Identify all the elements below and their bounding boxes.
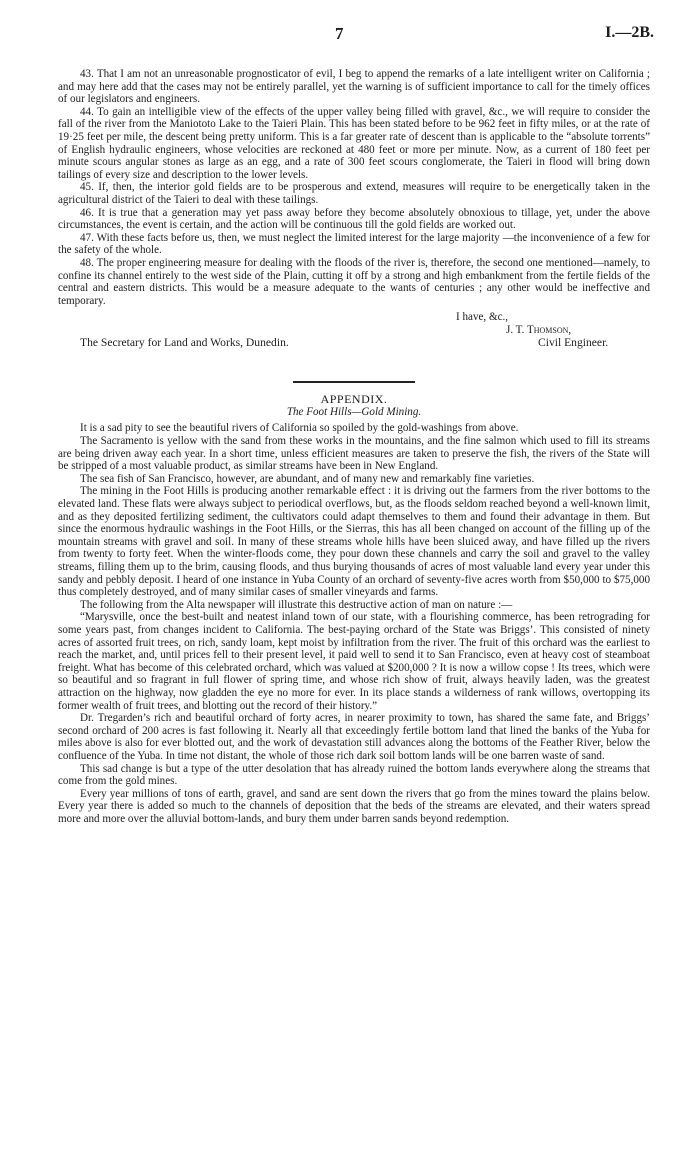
page-body [58, 68, 650, 825]
appendix-title: APPENDIX. [320, 392, 388, 407]
paragraph-46: 46. It is true that a generation may yet pass away before they become absolutely obnoxious to tillage, yet, under the above circumstances, the event is certain, and the action will be continuous till the gold fields are worked out. [58, 206, 650, 232]
appendix-subtitle: The Foot Hills—Gold Mining. [286, 405, 422, 418]
report-section [58, 68, 650, 307]
signer-title: Civil Engineer. [538, 336, 609, 350]
addressee: The Secretary for Land and Works, Dunedin. [80, 336, 289, 350]
section-divider [293, 381, 415, 383]
appendix-quotation: “Marysville, once the best-built and neatest inland town of our state, with a flourishing commerce, has been retrograding for some years past, from changes incident to California. The best-paying orchard of the State was Briggs’. This consisted of ninety acres of assorted fruit trees, on rich, sandy loam, kept moist by infiltration from the river. The fruit of this orchard was the earliest to reach the market, and, until prices fell to their present level, it paid well to send it to San Francisco, even at heavy cost of steamboat freight. What has become of this celebrated orchard, which was valued at $200,000 ? It is now a willow copse ! Its trees, which were so beautiful and so fragrant in full flower of spring time, and whose rich show of fruit, always heavily laden, was the greatest attraction on the highway, now gladden the eye no more for ever. In its place stands a wilderness of rank willows, overtopping its former wealth of fruit trees, and blotting out the record of their history.” [58, 611, 650, 712]
signer-name: J. T. Thomson, [506, 324, 572, 337]
appendix-paragraph: The Sacramento is yellow with the sand from these works in the mountains, and the fine salmon which used to fill its streams are being driven away each year. In a short time, unless efficient measures are taken to preserve the fish, the rivers of the State will be stripped of a most valuable product, as similar streams have been in New England. [58, 435, 650, 473]
paragraph-43: 43. That I am not an unreasonable prognosticator of evil, I beg to append the remarks of a late intelligent writer on California ; and may here add that the cases may not be entirely parallel, yet the warning is of sufficient importance to call for the timely offices of our legislators and engineers. [58, 68, 650, 106]
appendix-paragraph: It is a sad pity to see the beautiful rivers of California so spoiled by the gold-washings from above. [80, 422, 519, 435]
appendix-paragraph: The sea fish of San Francisco, however, are abundant, and of many new and remarkably fine varieties. [80, 472, 535, 485]
paragraph-47: 47. With these facts before us, then, we must neglect the limited interest for the large majority —the inconvenience of a few for the safety of the whole. [58, 231, 650, 257]
paragraph-45: 45. If, then, the interior gold fields are to be prosperous and extend, measures will require to be energetically taken in the agricultural district of the Taieri to deal with these tailings. [58, 181, 650, 206]
appendix-paragraph: Every year millions of tons of earth, gravel, and sand are sent down the rivers that go from the mines toward the plains below. Every year there is added so much to the channels of deposition that the beds of the streams are elevated, and their waters spread more and more over the alluvial bottom-lands, and bury them under barren sands beyond redemption. [58, 787, 650, 825]
paragraph-48: 48. The proper engineering measure for dealing with the floods of the river is, therefore, the second one mentioned—namely, to confine its channel entirely to the west side of the Plain, cutting it off by a strong and high embankment from the fertile fields of the central and eastern districts. This would be a measure adequate to the wants of centuries ; any other would be ineffective and temporary. [58, 256, 650, 307]
signature-block [58, 307, 650, 371]
appendix-paragraph: Dr. Tregarden’s rich and beautiful orchard of forty acres, in nearer proximity to town, has shared the same fate, and Briggs’ second orchard of 200 acres is fast following it. Nearly all that exceedingly fertile bottom land that lined the banks of the Yuba for miles above is also for ever blotted out, and the work of devastation still advances along the bottoms of the Feather River, below the confluence of the Yuba. In time not distant, the whole of those rich dark soil bottom lands will be one barren waste of sand. [58, 712, 650, 762]
appendix-paragraph: The following from the Alta newspaper will illustrate this destructive action of man on nature :— [80, 598, 513, 611]
page-number: 7 [335, 24, 344, 43]
closing-salutation: I have, &c., [456, 311, 509, 324]
appendix-paragraph: The mining in the Foot Hills is producing another remarkable effect : it is driving out the farmers from the river bottoms to the elevated land. These flats were always subject to periodical overflows, but, as the floods seldom reached beyond a well-known limit, and as they deposited fertilizing sediment, the cultivators could adapt themselves to them and found their advantage in them. But since the enormous hydraulic washings in the Foot Hills, or the Sierras, this has all been changed on account of the filling up of the mountain streams with gravel and soil. In many of these streams whole hills have been sluiced away, and have filled up the rivers from twenty to forty feet. When the winter-floods come, they pour down these channels and carry the soil and gravel to the valley streams, filling them up to the brim, causing floods, and thus burying thousands of acres of most valuable land every year under this sandy and pebbly deposit. I heard of one instance in Yuba County of an orchard of seventy-five acres worth from $50,000 to $75,000 thus completely destroyed, and of many similar cases of smaller vineyards and farms. [58, 485, 650, 599]
appendix-paragraph: This sad change is but a type of the utter desolation that has already ruined the bottom lands everywhere along the streams that come from the gold mines. [58, 762, 650, 788]
document-id: I.—2B. [605, 24, 654, 41]
paragraph-44: 44. To gain an intelligible view of the effects of the upper valley being filled with gravel, &c., we will require to consider the fall of the river from the Maniototo Lake to the Taieri Plain. This has been stated before to be 962 feet in fifty miles, or at the rate of 19·25 feet per mile, the descent being pretty uniform. This is a far greater rate of descent than is applicable to the “absolute torrents” of English hydraulic engineers, whose velocities are reckoned at 480 feet or more per minute. Now, as a current of 180 feet per minute scours angular stones as large as an egg, and a rate of 300 feet scours conglomerate, the Taieri in flood will bring down tailings of every size and description to the lower levels. [58, 105, 650, 181]
appendix-section [58, 393, 650, 825]
